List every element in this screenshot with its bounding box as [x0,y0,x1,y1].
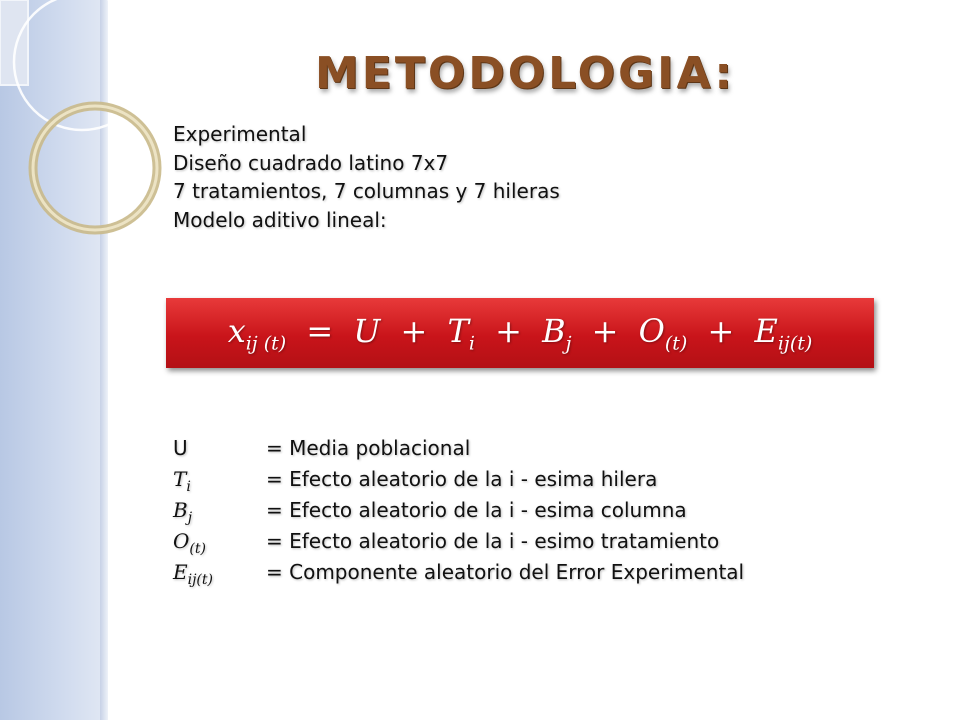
intro-text [173,120,560,234]
definition-text: = Efecto aleatorio de la i - esima columna [266,498,687,522]
definition-symbol: $O_{(t)}$ [173,529,206,557]
definition-text: = Efecto aleatorio de la i - esimo tratamiento [266,529,720,553]
definition-text: = Efecto aleatorio de la i - esima hilera [266,467,658,491]
model-formula: $x_{ij (t)} = U + T_i + B_j + O_{(t)} + E_{ij(t)}$ [227,311,813,355]
formula-box [166,298,874,368]
intro-line-4: Modelo aditivo lineal: [173,207,387,232]
slide-title: METODOLOGIA: [314,48,735,99]
intro-line-1: Experimental [173,122,307,146]
definition-text: = Media poblacional [266,436,471,460]
definition-symbol: $E_{ij(t)}$ [173,560,213,588]
intro-line-3: 7 tratamientos, 7 columnas y 7 hileras [173,179,560,203]
definition-symbol: U [173,436,188,460]
definition-symbol: $B_j$ [173,498,193,526]
decorative-rings [0,0,200,280]
intro-line-2: Diseño cuadrado latino 7x7 [173,150,449,175]
definition-text: = Componente aleatorio del Error Experimental [266,560,745,584]
definition-symbol: $T_i$ [173,467,191,495]
